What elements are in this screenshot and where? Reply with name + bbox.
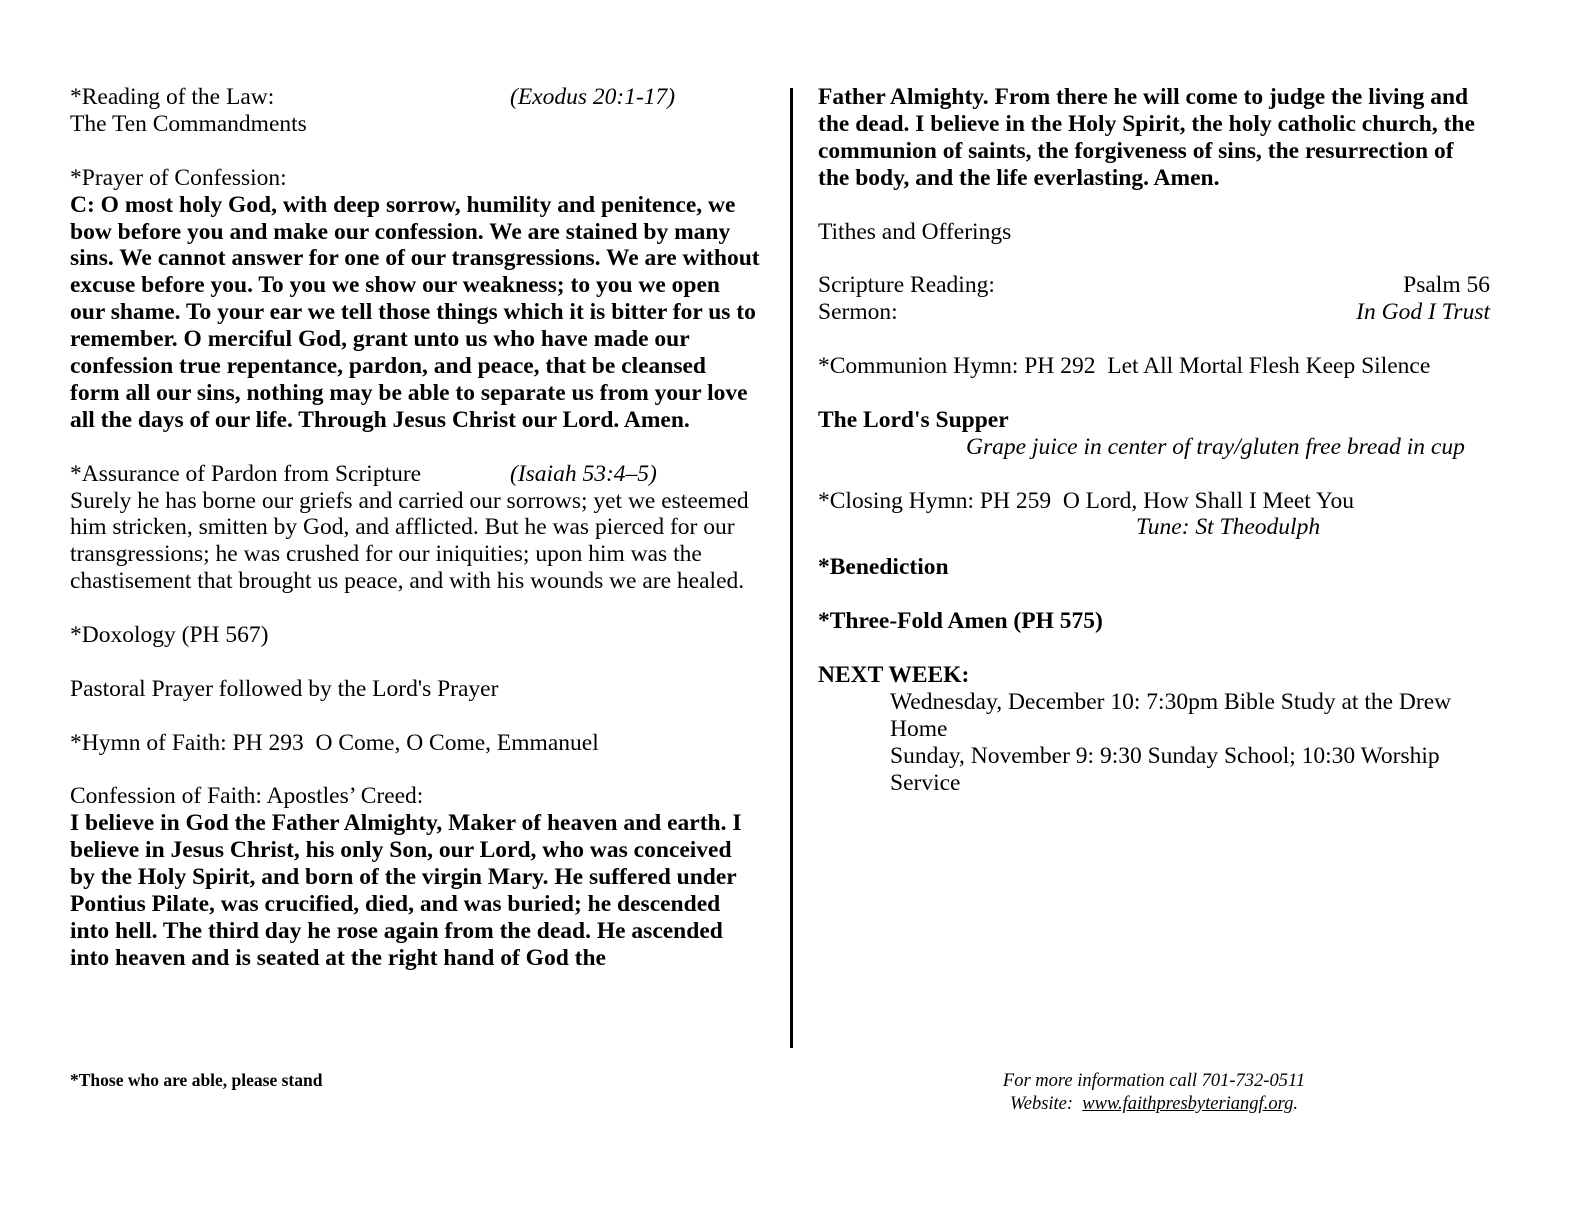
reading-of-law-title: *Reading of the Law: (70, 84, 275, 110)
assurance-of-pardon-title-row (70, 461, 760, 488)
next-week-item: Sunday, November 9: 9:30 Sunday School; 10:30 Worship Service (890, 742, 1440, 796)
reading-of-law-reference: (Exodus 20:1-17) (510, 84, 676, 110)
sermon-title: In God I Trust (1356, 299, 1490, 326)
communion-hymn-title: Let All Mortal Flesh Keep Silence (1107, 353, 1431, 380)
website-label: Website: (1010, 1094, 1074, 1114)
reading-of-law-title-row (70, 84, 760, 111)
confession-of-faith-title: Confession of Faith: Apostles’ Creed: (70, 783, 424, 810)
closing-hymn-title: O Lord, How Shall I Meet You (1062, 487, 1354, 514)
stand-footnote: *Those who are able, please stand (70, 1070, 323, 1090)
right-column (818, 84, 1490, 796)
prayer-of-confession-title: *Prayer of Confession: (70, 164, 287, 191)
hymn-of-faith-label: *Hymn of Faith: PH 293 (70, 729, 304, 756)
hymn-of-faith-row (70, 730, 760, 757)
benediction-line: *Benediction (818, 554, 949, 581)
next-week-heading: NEXT WEEK: (818, 661, 970, 688)
sermon-label: Sermon: (818, 299, 898, 326)
assurance-of-pardon-body: Surely he has borne our griefs and carried our sorrows; yet we esteemed him stricken, smitten by God, and afflicted. But he was pierced for our transgressions; he was crushed for our iniquities; upon him was the chastisement that brought us peace, and with his wounds we are healed. (70, 487, 749, 595)
doxology-line: *Doxology (PH 567) (70, 622, 269, 649)
assurance-of-pardon-title: *Assurance of Pardon from Scripture (70, 460, 422, 487)
column-divider (790, 88, 793, 1048)
sermon-row (818, 299, 1490, 326)
website-url[interactable]: www.faithpresbyteriangf.org (1082, 1094, 1294, 1114)
communion-hymn-label: *Communion Hymn: PH 292 (818, 353, 1096, 380)
closing-hymn-tune: Tune: St Theodulph (1136, 514, 1321, 541)
next-week-item: Wednesday, December 10: 7:30pm Bible Study at the Drew Home (890, 688, 1452, 742)
apostles-creed-body: I believe in God the Father Almighty, Maker of heaven and earth. I believe in Jesus Christ, his only Son, our Lord, who was conceived by the Holy Spirit, and born of the virgin Mary. He suffered under Pontius Pilate, was crucified, died, and was buried; he descended into hell. The third day he rose again from the dead. He ascended into heaven and is seated at the right hand of God the (70, 810, 742, 971)
contact-footer (818, 1070, 1490, 1116)
lords-supper-note: Grape juice in center of tray/gluten free bread in cup (966, 433, 1465, 460)
apostles-creed-continuation: Father Almighty. From there he will come to judge the living and the dead. I believe in the Holy Spirit, the holy catholic church, the communion of saints, the forgiveness of sins, the resurrection of the body, and the life everlasting. Amen. (818, 84, 1475, 191)
pastoral-prayer-line: Pastoral Prayer followed by the Lord's Prayer (70, 675, 499, 702)
lords-supper-title: The Lord's Supper (818, 406, 1009, 433)
assurance-of-pardon-reference: (Isaiah 53:4–5) (510, 460, 657, 487)
scripture-reading-value: Psalm 56 (1403, 272, 1490, 299)
website-line (818, 1093, 1490, 1116)
tithes-and-offerings-line: Tithes and Offerings (818, 218, 1012, 245)
scripture-reading-row (818, 272, 1490, 299)
communion-hymn-row (818, 353, 1490, 380)
website-period: . (1293, 1094, 1298, 1114)
phone-line: For more information call 701-732-0511 (1002, 1071, 1306, 1091)
closing-hymn-label: *Closing Hymn: PH 259 (818, 487, 1052, 514)
three-fold-amen-line: *Three-Fold Amen (PH 575) (818, 608, 1103, 635)
left-column (70, 84, 760, 972)
scripture-reading-label: Scripture Reading: (818, 272, 995, 299)
ten-commandments-subtitle: The Ten Commandments (70, 110, 307, 137)
prayer-of-confession-body: C: O most holy God, with deep sorrow, humility and penitence, we bow before you and make our confession. We are stained by many sins. We cannot answer for one of our transgressions. We are without excuse before you. To you we show our weakness; to you we open our shame. To your ear we tell those things which it is bitter for us to remember. O merciful God, grant unto us who have made our confession true repentance, pardon, and peace, that be cleansed form all our sins, nothing may be able to separate us from your love all the days of our life. Through Jesus Christ our Lord. Amen. (70, 191, 760, 433)
hymn-of-faith-title: O Come, O Come, Emmanuel (315, 729, 599, 756)
closing-hymn-row (818, 488, 1490, 515)
